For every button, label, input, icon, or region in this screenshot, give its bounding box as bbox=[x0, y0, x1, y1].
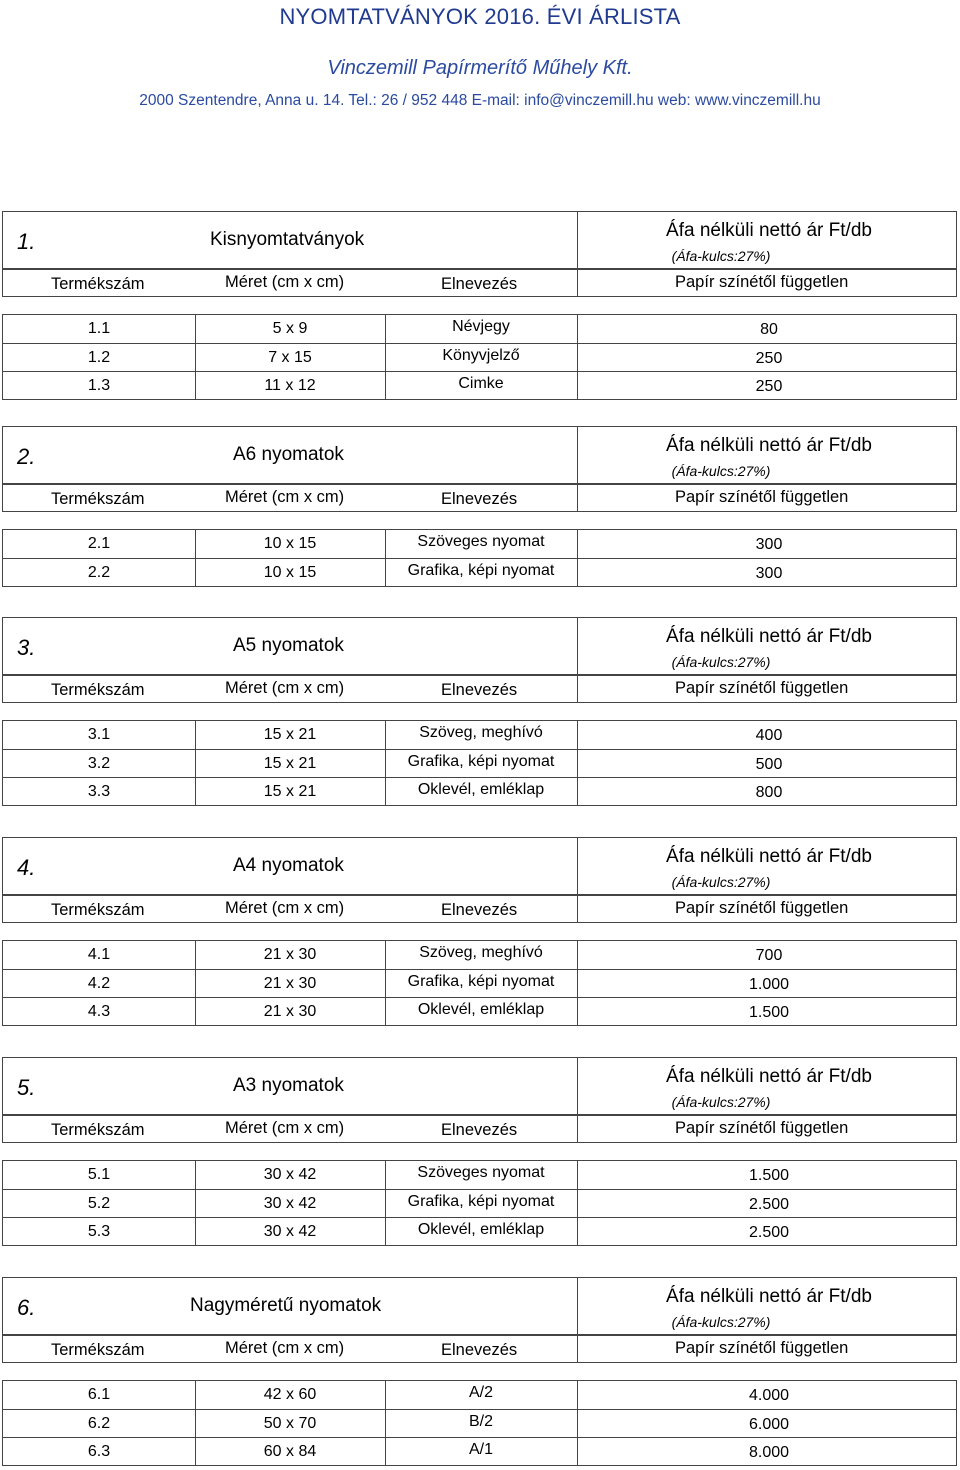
vat-note: (Áfa-kulcs:27%) bbox=[671, 1314, 771, 1330]
cell-size: 21 x 30 bbox=[263, 946, 317, 963]
column-header-product: Termékszám bbox=[51, 275, 145, 293]
price-heading: Áfa nélküli nettó ár Ft/db bbox=[666, 1066, 872, 1087]
cell-name: B/2 bbox=[468, 1413, 493, 1430]
table-row bbox=[3, 1189, 956, 1218]
column-header-size: Méret (cm x cm) bbox=[225, 1339, 345, 1357]
cell-product-id: 4.2 bbox=[87, 975, 111, 992]
column-header-name: Elnevezés bbox=[441, 681, 518, 699]
cell-product-id: 4.3 bbox=[87, 1003, 111, 1020]
cell-price: 2.500 bbox=[748, 1224, 790, 1241]
cell-name: Szöveges nyomat bbox=[417, 1164, 545, 1181]
table-row bbox=[3, 969, 956, 998]
cell-name: Oklevél, emléklap bbox=[417, 1001, 545, 1018]
cell-size: 30 x 42 bbox=[263, 1195, 317, 1212]
cell-product-id: 6.3 bbox=[87, 1443, 111, 1460]
cell-price: 300 bbox=[755, 565, 783, 582]
table-row bbox=[3, 530, 956, 558]
section-title: A5 nyomatok bbox=[233, 635, 344, 656]
cell-price: 250 bbox=[755, 378, 783, 395]
section-number: 2. bbox=[17, 444, 36, 469]
data-table bbox=[2, 940, 957, 1026]
page-title: NYOMTATVÁNYOK 2016. ÉVI ÁRLISTA bbox=[279, 4, 681, 29]
cell-size: 7 x 15 bbox=[268, 349, 312, 366]
cell-product-id: 5.2 bbox=[87, 1195, 111, 1212]
section-number: 5. bbox=[17, 1075, 36, 1100]
price-heading: Áfa nélküli nettó ár Ft/db bbox=[666, 626, 872, 647]
table-row bbox=[3, 1409, 956, 1438]
cell-price: 700 bbox=[755, 947, 783, 964]
cell-name: Grafika, képi nyomat bbox=[407, 562, 555, 579]
column-header-price: Papír színétől független bbox=[675, 679, 849, 697]
cell-price: 1.500 bbox=[748, 1167, 790, 1184]
vat-note: (Áfa-kulcs:27%) bbox=[671, 874, 771, 890]
section-number: 1. bbox=[17, 229, 36, 254]
section-header bbox=[2, 617, 957, 675]
cell-name: Oklevél, emléklap bbox=[417, 1221, 545, 1238]
table-row bbox=[3, 941, 956, 969]
cell-size: 21 x 30 bbox=[263, 975, 317, 992]
cell-price: 80 bbox=[760, 321, 778, 338]
cell-size: 11 x 12 bbox=[264, 377, 316, 394]
column-header-name: Elnevezés bbox=[441, 1341, 518, 1359]
data-table bbox=[2, 720, 957, 806]
cell-name: Szöveges nyomat bbox=[417, 533, 545, 550]
column-header-product: Termékszám bbox=[51, 1341, 145, 1359]
price-heading: Áfa nélküli nettó ár Ft/db bbox=[666, 435, 872, 456]
data-table bbox=[2, 529, 957, 587]
cell-name: Grafika, képi nyomat bbox=[407, 973, 555, 990]
column-header-size: Méret (cm x cm) bbox=[225, 679, 345, 697]
cell-size: 30 x 42 bbox=[263, 1166, 317, 1183]
cell-name: Oklevél, emléklap bbox=[417, 781, 545, 798]
section-title: A6 nyomatok bbox=[233, 444, 344, 465]
company-name: Vinczemill Papírmerítő Műhely Kft. bbox=[327, 57, 633, 79]
column-header-name: Elnevezés bbox=[441, 275, 518, 293]
column-header-price: Papír színétől független bbox=[675, 488, 849, 506]
cell-product-id: 5.3 bbox=[87, 1223, 111, 1240]
section-title: A3 nyomatok bbox=[233, 1075, 344, 1096]
cell-name: Cimke bbox=[458, 375, 504, 392]
cell-product-id: 3.3 bbox=[87, 783, 111, 800]
data-table bbox=[2, 314, 957, 400]
column-header-price: Papír színétől független bbox=[675, 1339, 849, 1357]
cell-price: 6.000 bbox=[748, 1416, 790, 1433]
cell-product-id: 1.1 bbox=[87, 320, 111, 337]
column-header-name: Elnevezés bbox=[441, 490, 518, 508]
data-table bbox=[2, 1160, 957, 1246]
column-header-product: Termékszám bbox=[51, 681, 145, 699]
cell-product-id: 3.2 bbox=[87, 755, 111, 772]
price-heading: Áfa nélküli nettó ár Ft/db bbox=[666, 846, 872, 867]
column-header-size: Méret (cm x cm) bbox=[225, 899, 345, 917]
table-row bbox=[3, 1437, 956, 1466]
column-header-row bbox=[2, 269, 957, 297]
column-header-product: Termékszám bbox=[51, 490, 145, 508]
column-header-size: Méret (cm x cm) bbox=[225, 273, 345, 291]
cell-size: 10 x 15 bbox=[263, 535, 317, 552]
cell-price: 800 bbox=[755, 784, 783, 801]
column-header-name: Elnevezés bbox=[441, 901, 518, 919]
cell-name: Grafika, képi nyomat bbox=[407, 1193, 555, 1210]
section-number: 4. bbox=[17, 855, 36, 880]
cell-size: 5 x 9 bbox=[272, 320, 308, 337]
cell-name: Szöveg, meghívó bbox=[419, 724, 543, 741]
cell-name: Könyvjelző bbox=[442, 347, 520, 364]
table-row bbox=[3, 343, 956, 372]
company-contact: 2000 Szentendre, Anna u. 14. Tel.: 26 / 952 448 E-mail: info@vinczemill.hu web: www.vinczemill.hu bbox=[139, 92, 821, 109]
column-header-product: Termékszám bbox=[51, 1121, 145, 1139]
column-header-price: Papír színétől független bbox=[675, 273, 849, 291]
column-header-price: Papír színétől független bbox=[675, 1119, 849, 1137]
table-row bbox=[3, 558, 956, 587]
cell-name: Névjegy bbox=[452, 318, 510, 335]
cell-price: 2.500 bbox=[748, 1196, 790, 1213]
column-header-row bbox=[2, 675, 957, 703]
column-header-row bbox=[2, 1335, 957, 1363]
cell-size: 42 x 60 bbox=[263, 1386, 317, 1403]
cell-price: 1.500 bbox=[748, 1004, 790, 1021]
section-header bbox=[2, 837, 957, 895]
section-number: 6. bbox=[17, 1295, 36, 1320]
cell-name: Szöveg, meghívó bbox=[419, 944, 543, 961]
vat-note: (Áfa-kulcs:27%) bbox=[671, 248, 771, 264]
section-number: 3. bbox=[17, 635, 36, 660]
cell-name: A/1 bbox=[468, 1441, 493, 1458]
cell-size: 10 x 15 bbox=[263, 564, 317, 581]
section-header bbox=[2, 426, 957, 484]
vat-note: (Áfa-kulcs:27%) bbox=[671, 1094, 771, 1110]
table-row bbox=[3, 371, 956, 400]
cell-size: 50 x 70 bbox=[263, 1415, 317, 1432]
cell-name: Grafika, képi nyomat bbox=[407, 753, 555, 770]
column-header-row bbox=[2, 895, 957, 923]
cell-price: 500 bbox=[755, 756, 783, 773]
cell-price: 8.000 bbox=[748, 1444, 790, 1461]
cell-product-id: 3.1 bbox=[87, 726, 111, 743]
table-row bbox=[3, 315, 956, 343]
vat-note: (Áfa-kulcs:27%) bbox=[671, 654, 771, 670]
column-header-row bbox=[2, 484, 957, 512]
cell-product-id: 2.2 bbox=[87, 564, 111, 581]
column-header-row bbox=[2, 1115, 957, 1143]
column-header-name: Elnevezés bbox=[441, 1121, 518, 1139]
data-table bbox=[2, 1380, 957, 1466]
cell-product-id: 5.1 bbox=[87, 1166, 111, 1183]
cell-product-id: 4.1 bbox=[87, 946, 111, 963]
section-header bbox=[2, 211, 957, 269]
table-row bbox=[3, 721, 956, 749]
cell-price: 250 bbox=[755, 350, 783, 367]
section-title: Kisnyomtatványok bbox=[210, 229, 365, 250]
cell-product-id: 2.1 bbox=[87, 535, 111, 552]
table-row bbox=[3, 749, 956, 778]
column-header-size: Méret (cm x cm) bbox=[225, 1119, 345, 1137]
cell-price: 300 bbox=[755, 536, 783, 553]
vat-note: (Áfa-kulcs:27%) bbox=[671, 463, 771, 479]
cell-size: 21 x 30 bbox=[263, 1003, 317, 1020]
cell-size: 15 x 21 bbox=[263, 783, 317, 800]
cell-product-id: 1.3 bbox=[87, 377, 111, 394]
table-row bbox=[3, 1381, 956, 1409]
cell-price: 1.000 bbox=[748, 976, 790, 993]
cell-product-id: 6.1 bbox=[87, 1386, 111, 1403]
cell-product-id: 1.2 bbox=[87, 349, 111, 366]
cell-size: 15 x 21 bbox=[263, 755, 317, 772]
price-heading: Áfa nélküli nettó ár Ft/db bbox=[666, 220, 872, 241]
table-row bbox=[3, 1161, 956, 1189]
cell-size: 15 x 21 bbox=[263, 726, 317, 743]
table-row bbox=[3, 777, 956, 806]
section-header bbox=[2, 1057, 957, 1115]
cell-name: A/2 bbox=[468, 1384, 493, 1401]
cell-price: 400 bbox=[755, 727, 783, 744]
section-title: A4 nyomatok bbox=[233, 855, 344, 876]
table-row bbox=[3, 1217, 956, 1246]
cell-product-id: 6.2 bbox=[87, 1415, 111, 1432]
section-header bbox=[2, 1277, 957, 1335]
section-title: Nagyméretű nyomatok bbox=[190, 1295, 382, 1316]
column-header-product: Termékszám bbox=[51, 901, 145, 919]
column-header-size: Méret (cm x cm) bbox=[225, 488, 345, 506]
cell-size: 60 x 84 bbox=[263, 1443, 317, 1460]
cell-size: 30 x 42 bbox=[263, 1223, 317, 1240]
column-header-price: Papír színétől független bbox=[675, 899, 849, 917]
table-row bbox=[3, 997, 956, 1026]
price-heading: Áfa nélküli nettó ár Ft/db bbox=[666, 1286, 872, 1307]
cell-price: 4.000 bbox=[748, 1387, 790, 1404]
